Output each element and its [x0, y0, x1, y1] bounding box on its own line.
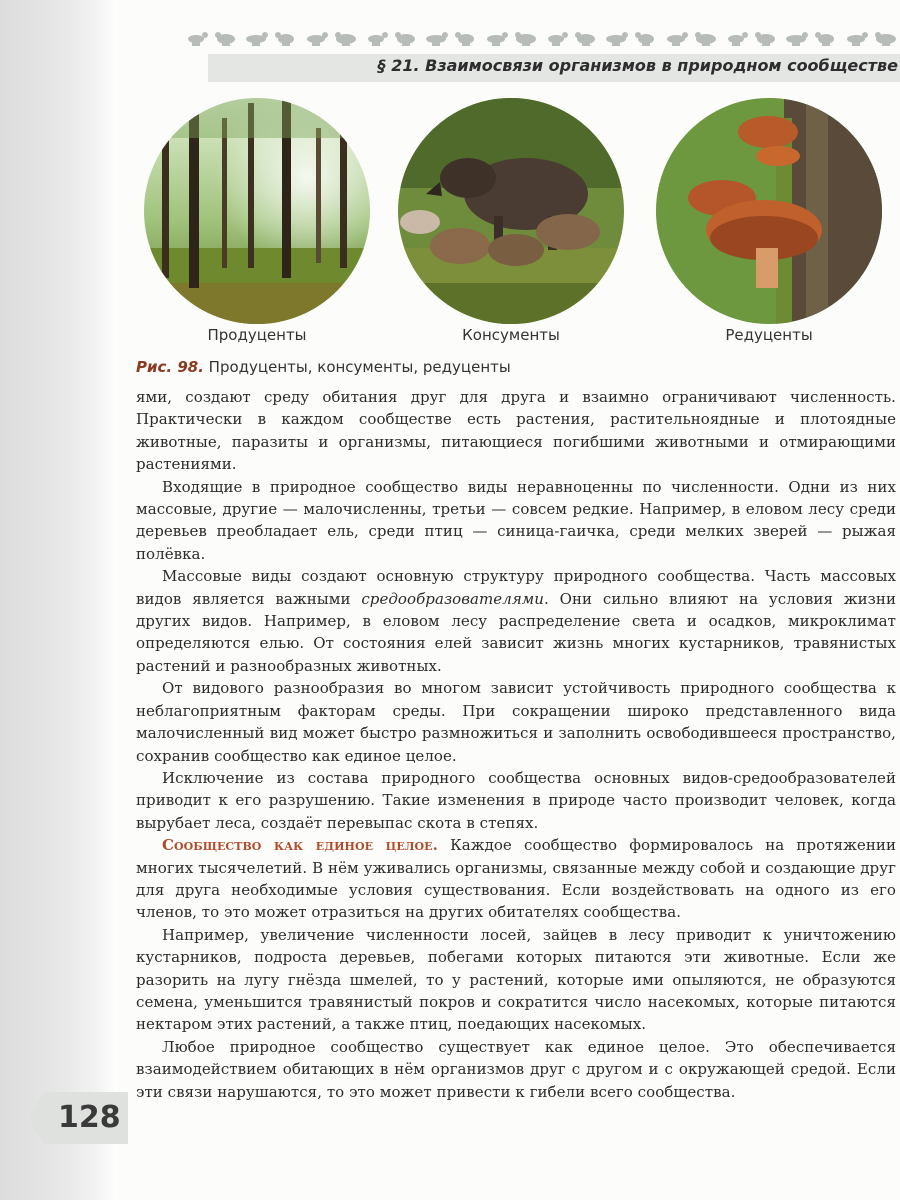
animal-silhouette-icon — [728, 32, 748, 46]
animal-silhouette-icon — [786, 32, 808, 46]
textbook-page — [118, 0, 900, 1200]
figure-caption-text: Продуценты, консументы, редуценты — [208, 358, 511, 376]
animal-silhouette-icon — [395, 32, 415, 46]
animal-silhouette-icon — [515, 32, 536, 46]
mushroom-photo — [656, 98, 882, 324]
animal-silhouette-icon — [606, 32, 628, 46]
animal-silhouette-icon — [667, 32, 688, 46]
paragraph: Любое природное сообщество существует как единое целое. Это обеспечивается взаимодействием обитающих в нём организмов друг с другом и с окружающей средой. Если эти связи нарушаются, то это может привести к гибели всего сообщества. — [136, 1037, 896, 1101]
figure-caption — [136, 358, 511, 376]
paragraph: Например, увеличение численности лосей, зайцев в лесу приводит к уничтожению кустарников, подроста деревьев, побегами которых питаются эти животные. Если же разорить на лугу гнёзда шмелей, то у растений, которые ими опыляются, не образуются семена, уменьшится травянистый покров и сократится число насекомых, которые питаются нектаром этих растений, а также птиц, поедающих насекомых. — [136, 925, 896, 1034]
animal-silhouette-icon — [188, 32, 208, 46]
key-term: средообразователями — [361, 589, 545, 608]
wild-boar-photo — [398, 98, 624, 324]
animal-silhouette-icon — [335, 32, 356, 46]
paragraph: ями, создают среду обитания друг для друга и взаимно ограничивают численность. Практически в каждом сообществе есть растения, растительноядные и плотоядные животные, паразиты и организмы, питающиеся погибшими животными и отмирающими растениями. — [136, 388, 896, 474]
animal-silhouette-icon — [815, 32, 834, 46]
paragraph: Исключение из состава природного сообщества основных видов-средообразователей приводит к его разрушению. Такие изменения в природе часто производит человек, когда вырубает леса, создаёт перевыпас скота в степях. — [136, 768, 896, 832]
producers-label: Продуценты — [207, 326, 307, 344]
animal-silhouette-icon — [426, 32, 448, 46]
page-gutter-shadow — [0, 0, 118, 1200]
figure-number: Рис. 98. — [136, 358, 204, 376]
forest-photo — [144, 98, 370, 324]
animal-silhouette-icon — [307, 32, 328, 46]
decomposers-label: Редуценты — [725, 326, 813, 344]
animal-silhouette-icon — [275, 32, 294, 46]
animal-silhouette-icon — [847, 32, 868, 46]
animal-silhouette-icon — [215, 32, 235, 46]
paragraph: От видового разнообразия во многом зависит устойчивость природного сообщества к неблагоприятным факторам среды. При сокращении широко представленного вида малочисленный вид может быстро размножиться и заполнить освободившееся пространство, сохранив сообщество как единое целое. — [136, 679, 896, 765]
animal-silhouette-icon — [695, 32, 716, 46]
animal-silhouette-icon — [548, 32, 568, 46]
paragraph-text: . Они сильно влияют на условия жизни других видов. Например, в еловом лесу распределение света и осадков, микроклимат определяются елью. От состояния елей зависит жизнь многих кустарников, травянистых растений и разнообразных животных. — [136, 589, 896, 675]
paragraph: Входящие в природное сообщество виды неравноценны по численности. Одни из них массовые, другие — малочисленны, третьи — совсем редкие. Например, в еловом лесу среди деревьев преобладает ель, среди птиц — синица-гаичка, среди мелких зверей — рыжая полёвка. — [136, 477, 896, 563]
subsection-heading: Сообщество как единое целое. — [162, 836, 438, 855]
animal-silhouette-icon — [368, 32, 388, 46]
paragraph-text: Каждое сообщество формировалось на протяжении многих тысячелетий. В нём уживались организмы, связанные между собой и создающие друг для друга необходимые условия существования. Если воздействовать на одного из его членов, то это может отразиться на других обитателях сообщества. — [136, 836, 896, 922]
animal-silhouette-icon — [487, 32, 508, 46]
consumers-label: Консументы — [462, 326, 560, 344]
paragraph — [136, 834, 896, 924]
section-title: § 21. Взаимосвязи организмов в природном сообществе — [377, 56, 898, 75]
animal-silhouette-icon — [875, 32, 896, 46]
body-text — [136, 386, 896, 1103]
animal-silhouette-icon — [455, 32, 474, 46]
section-header-bar — [208, 54, 900, 82]
animal-silhouette-icon — [246, 32, 268, 46]
animal-silhouette-strip — [178, 26, 898, 50]
page-number: 128 — [58, 1100, 121, 1135]
paragraph — [136, 565, 896, 677]
animal-silhouette-icon — [635, 32, 654, 46]
animal-silhouette-icon — [755, 32, 775, 46]
paragraph-text: Массовые виды создают основную структуру природного сообщества. Часть массовых видов является важными — [136, 567, 896, 608]
animal-silhouette-icon — [575, 32, 595, 46]
